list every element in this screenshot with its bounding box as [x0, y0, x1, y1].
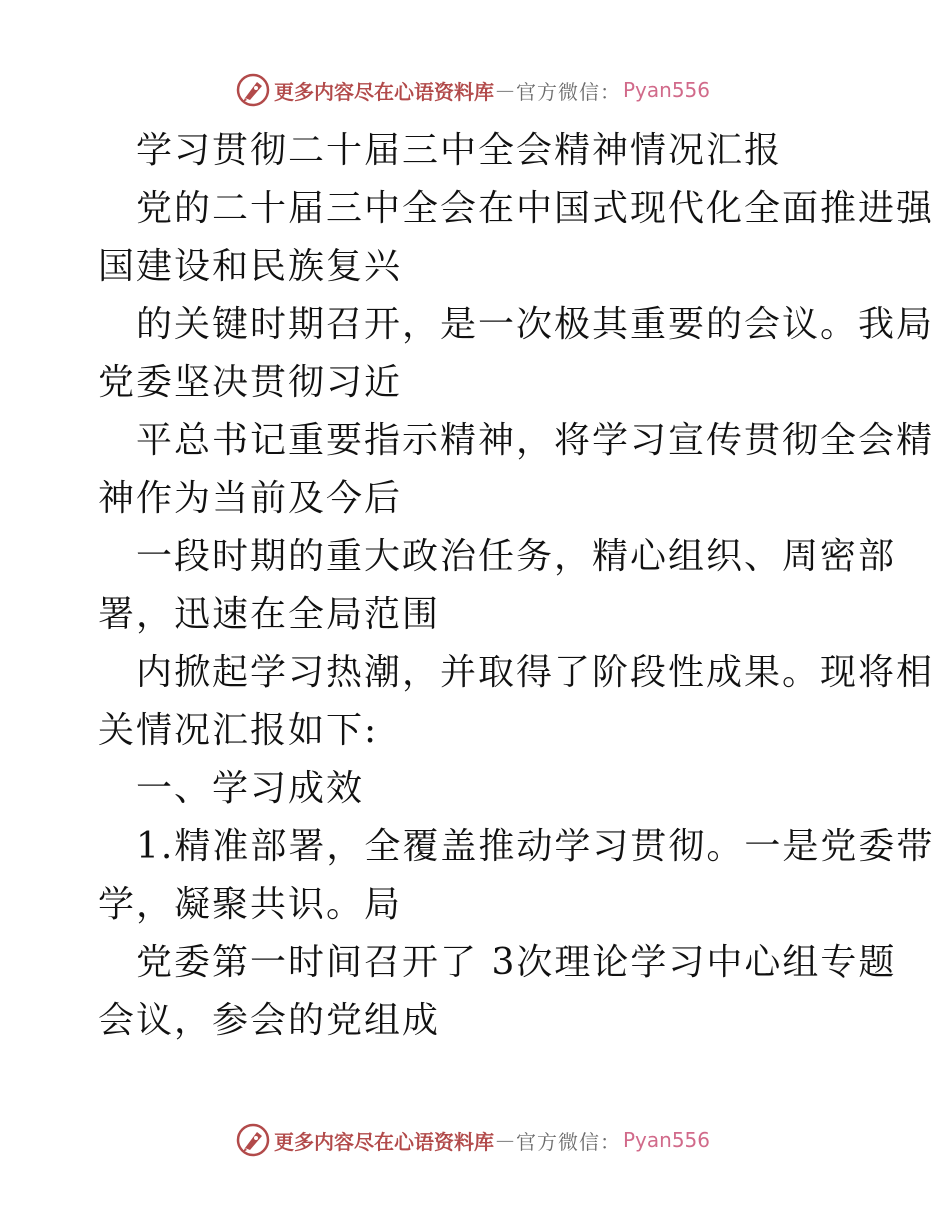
footer-watermark [236, 1122, 710, 1158]
paragraph-line: 神作为当前及今后 [98, 478, 403, 519]
watermark-wechat-handle: Pyan556 [623, 78, 711, 102]
paragraph-line: 平总书记重要指示精神，将学习宣传贯彻全会精 [136, 420, 935, 461]
pen-nib-icon [236, 1123, 270, 1157]
watermark-official-label: 官方微信： [516, 1129, 621, 1154]
paragraph-line: 国建设和民族复兴 [98, 246, 403, 287]
watermark-wechat-handle: Pyan556 [623, 1128, 711, 1152]
watermark-official-label: 官方微信： [516, 79, 621, 104]
watermark-library-text: 更多内容尽在心语资料库 [274, 79, 494, 104]
paragraph-line: 的关键时期召开，是一次极其重要的会议。我局 [136, 304, 935, 345]
paragraph-line: 内掀起学习热潮，并取得了阶段性成果。现将相 [136, 652, 935, 693]
paragraph-line: 一段时期的重大政治任务，精心组织、周密部 [136, 536, 897, 577]
paragraph-line: 党委第一时间召开了 3次理论学习中心组专题 [136, 942, 897, 983]
paragraph-line: 学，凝聚共识。局 [98, 884, 403, 925]
section-heading: 一、学习成效 [136, 768, 365, 809]
paragraph-line: 党的二十届三中全会在中国式现代化全面推进强 [136, 188, 935, 229]
header-watermark [236, 72, 710, 108]
paragraph-line: 署，迅速在全局范围 [98, 594, 441, 635]
watermark-library-text: 更多内容尽在心语资料库 [274, 1129, 494, 1154]
watermark-dash: — [496, 79, 514, 101]
paragraph-line: 会议，参会的党组成 [98, 1000, 441, 1041]
paragraph-line: 党委坚决贯彻习近 [98, 362, 403, 403]
document-title: 学习贯彻二十届三中全会精神情况汇报 [136, 130, 783, 171]
document-body [98, 122, 935, 1050]
watermark-dash: — [496, 1129, 514, 1151]
pen-nib-icon [236, 73, 270, 107]
paragraph-line: 关情况汇报如下: [98, 710, 379, 751]
paragraph-line: 1.精准部署，全覆盖推动学习贯彻。一是党委带 [136, 826, 935, 867]
